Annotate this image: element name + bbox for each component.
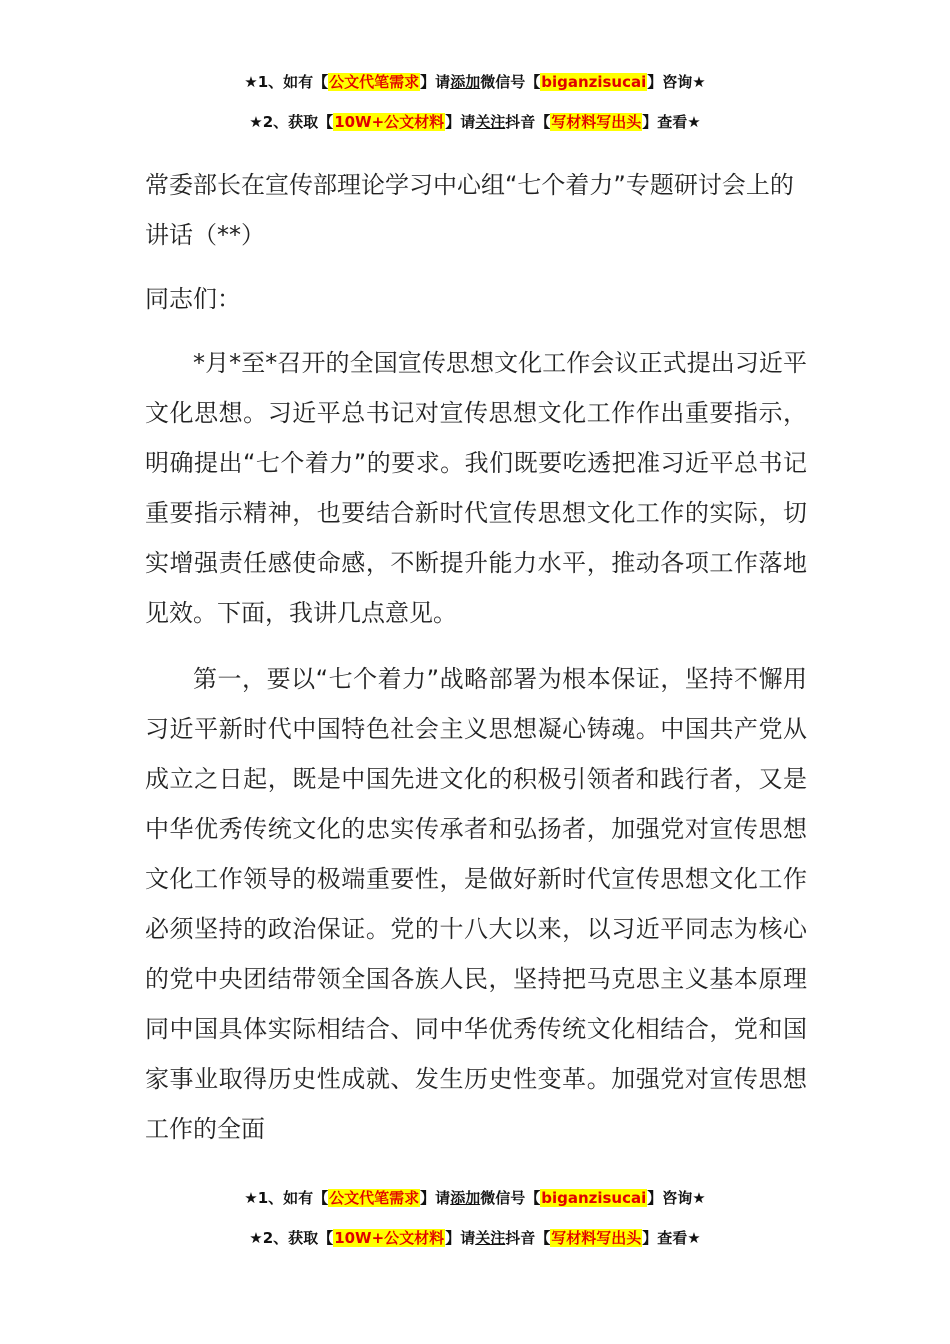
highlight-service: 公文代笔需求 [329,1189,420,1207]
paragraph-2: 第一，要以“七个着力”战略部署为根本保证，坚持不懈用习近平新时代中国特色社会主义思想凝心铸魂。中国共产党从成立之日起，既是中国先进文化的积极引领者和践行者，又是中华优秀传统文化的忠实传承者和弘扬者，加强党对宣传思想文化工作领导的极端重要性，是做好新时代宣传思想文化工作必须坚持的政治保证。党的十八大以来，以习近平同志为核心的党中央团结带领全国各族人民，坚持把马克思主义基本原理同中国具体实际相结合、同中华优秀传统文化相结合，党和国家事业取得历史性成就、发生历史性变革。加强党对宣传思想工作的全面 [145,665,807,1143]
banner-line-2: ★2、获取【10W+公文材料】请关注抖音【写材料写出头】查看★ [249,113,701,131]
footer-banner [0,1178,950,1258]
paragraph-1: *月*至*召开的全国宣传思想文化工作会议正式提出习近平文化思想。习近平总书记对宣传思想文化工作作出重要指示，明确提出“七个着力”的要求。我们既要吃透把准习近平总书记重要指示精神，也要结合新时代宣传思想文化工作的实际，切实增强责任感使命感，不断提升能力水平，推动各项工作落地见效。下面，我讲几点意见。 [145,349,807,627]
highlight-wechat-id: biganzisucai [541,73,647,91]
highlight-douyin-id: 写材料写出头 [551,113,642,131]
highlight-douyin-id: 写材料写出头 [551,1229,642,1247]
underline-add: 添加 [450,73,481,91]
header-banner [0,62,950,142]
highlight-materials: 10W+公文材料 [334,113,445,131]
underline-follow: 关注 [475,1229,506,1247]
banner-line-2: ★2、获取【10W+公文材料】请关注抖音【写材料写出头】查看★ [249,1229,701,1247]
document-title: 常委部长在宣传部理论学习中心组“七个着力”专题研讨会上的讲话（**） [145,171,794,249]
highlight-materials: 10W+公文材料 [334,1229,445,1247]
highlight-wechat-id: biganzisucai [541,1189,647,1207]
document-body [145,160,807,1170]
highlight-service: 公文代笔需求 [329,73,420,91]
banner-line-1: ★1、如有【公文代笔需求】请添加微信号【biganzisucai】咨询★ [244,1189,706,1207]
underline-follow: 关注 [475,113,506,131]
greeting: 同志们： [145,285,241,313]
underline-add: 添加 [450,1189,481,1207]
banner-line-1: ★1、如有【公文代笔需求】请添加微信号【biganzisucai】咨询★ [244,73,706,91]
